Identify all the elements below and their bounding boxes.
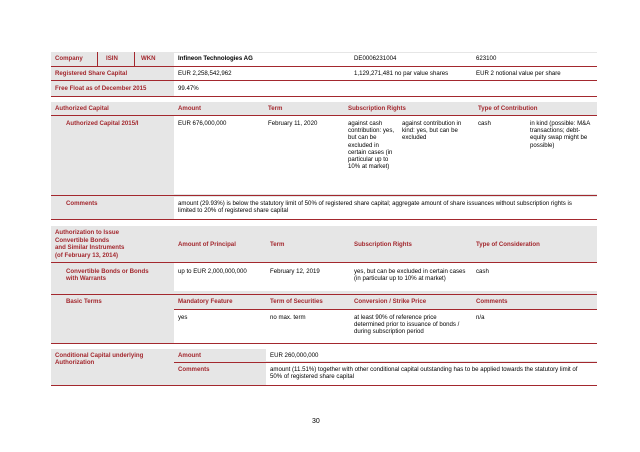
row-rule — [174, 362, 597, 363]
row-rule — [51, 96, 597, 97]
convertible-principal: up to EUR 2,000,000,000 — [178, 268, 247, 275]
convertible-term: February 12, 2019 — [270, 268, 320, 275]
term-of-securities-header: Term of Securities — [270, 298, 323, 305]
basic-comments-header: Comments — [476, 298, 508, 305]
page-number: 30 — [312, 418, 320, 425]
authorized-term: February 11, 2020 — [268, 120, 318, 127]
convertible-term-header: Term — [270, 241, 285, 248]
registered-capital-shares: 1,129,271,481 no par value shares — [354, 70, 449, 77]
registered-capital-amount: EUR 2,258,542,962 — [178, 70, 232, 77]
term-header: Term — [268, 105, 283, 112]
mandatory-feature-header: Mandatory Feature — [178, 298, 233, 305]
convertible-subscription: yes, but can be excluded in certain cases (in particular up to 10% at market) — [354, 268, 466, 283]
row-rule — [51, 195, 597, 196]
convertible-heading-line3: and Similar Instruments — [55, 244, 125, 252]
conditional-amount-value: EUR 260,000,000 — [270, 352, 319, 359]
convertible-heading-line2: Convertible Bonds — [55, 236, 110, 244]
amount-header: Amount — [178, 105, 202, 112]
row-rule — [51, 343, 597, 344]
conditional-comments-text: amount (11.51%) together with other conditional capital outstanding has to be applied towards the statutory limit of 50% of registered share capital — [270, 366, 578, 381]
basic-terms-label: Basic Terms — [66, 298, 102, 305]
free-float-label: Free Float as of December 2015 — [55, 85, 147, 92]
consideration-header: Type of Consideration — [476, 241, 540, 248]
subscription-kind: against contribution in kind: yes, but can be excluded — [402, 120, 462, 142]
convertible-heading-line4: (of February 13, 2014) — [55, 251, 118, 259]
mandatory-feature-value: yes — [178, 314, 188, 321]
isin-value: DE0006231004 — [354, 55, 397, 62]
authorized-capital-heading: Authorized Capital — [55, 105, 109, 112]
company-label: Company — [55, 55, 83, 62]
convertible-heading — [55, 229, 124, 259]
conversion-price-header: Conversion / Strike Price — [354, 298, 427, 305]
authorized-comments-text: amount (29.93%) is below the statutory limit of 50% of registered share capital; aggregate amount of share issuances without subscription rights is limited to 20% of registered share capital — [178, 200, 572, 215]
contribution-kind: in kind (possible: M&A transactions; debt-equity swap might be possible) — [530, 120, 590, 149]
company-name: Infineon Technologies AG — [178, 55, 253, 62]
subscription-cash: against cash contribution: yes, but can be excluded in certain cases (in particular up to 10% at market) — [348, 120, 395, 171]
registered-capital-label: Registered Share Capital — [55, 70, 128, 77]
row-rule — [51, 66, 597, 67]
contribution-cash: cash — [478, 120, 491, 127]
free-float-value: 99.47% — [178, 85, 199, 92]
row-rule — [51, 294, 597, 295]
registered-capital-notional: EUR 2 notional value per share — [476, 70, 561, 77]
authorized-comments-label: Comments — [66, 200, 98, 207]
basic-comments-value: n/a — [476, 314, 485, 321]
conversion-price-value: at least 90% of reference price determined prior to issuance of bonds / during subscription period — [354, 314, 460, 336]
principal-header: Amount of Principal — [178, 241, 236, 248]
wkn-value: 623100 — [476, 55, 497, 62]
header-divider — [97, 52, 98, 66]
row-rule — [51, 262, 597, 263]
row-rule — [51, 115, 597, 116]
convertible-row-name: Convertible Bonds or Bonds with Warrants — [66, 268, 149, 283]
convertible-heading-line1: Authorization to Issue — [55, 229, 119, 236]
contribution-type-header: Type of Contribution — [478, 105, 538, 112]
term-of-securities-value: no max. term — [270, 314, 306, 321]
row-rule — [174, 309, 597, 310]
conditional-amount-label: Amount — [178, 352, 202, 359]
wkn-label: WKN — [141, 55, 156, 62]
row-rule — [51, 80, 597, 81]
row-rule — [51, 219, 597, 220]
conditional-comments-label: Comments — [178, 366, 210, 373]
isin-label: ISIN — [106, 55, 118, 62]
convertible-consideration: cash — [476, 268, 489, 275]
convertible-subscription-header: Subscription Rights — [354, 241, 412, 248]
authorized-amount: EUR 676,000,000 — [178, 120, 227, 127]
conditional-capital-label: Conditional Capital underlying Authorization — [55, 352, 144, 367]
header-divider — [134, 52, 135, 66]
row-rule — [51, 385, 597, 386]
subscription-rights-header: Subscription Rights — [348, 105, 406, 112]
authorized-capital-name: Authorized Capital 2015/I — [66, 120, 139, 127]
